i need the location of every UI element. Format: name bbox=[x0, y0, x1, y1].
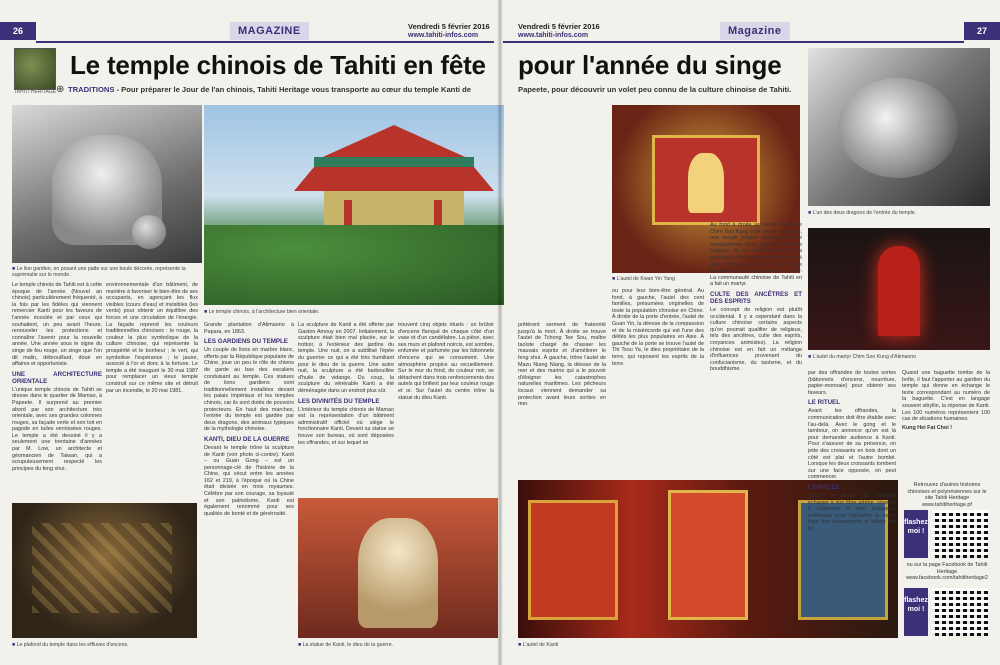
families-paragraph: ou pour leur bien-être général. Au fond, à gauche, l'autel des cent familles, présumées originelles de toute la population chinoise en Chine. À droite de la porte d'entrée, l'autel de Guan Yin, la déesse de la compassion et de la miséricorde qui est l'une des déités les plus populaires en Asie. À gauche de la porte se trouve l'autel de Thi Tsou Ya, le dieu propriétaire de la terre, qui reposent les esprits de la terre. bbox=[612, 288, 704, 367]
architecture-paragraph: L'unique temple chinois de Tahiti se dresse dans le quartier de Mamao, à Papeete. Il surprend au premier abord par son architecture très orientale, avec ses grandes colonnes rouges, sa façade verte et son toit en pagode en tuiles vernissées rouges. Le temple a été dessiné il y a seulement une trentaine d'années par M. Low, un architecte et géomancien de Taiwan, qui a scrupuleusement respecté les principes du feng shui. bbox=[12, 386, 102, 472]
subhead-architecture: UNE ARCHITECTURE ORIENTALE bbox=[12, 370, 102, 385]
right-col-5 bbox=[902, 370, 990, 480]
left-col-1 bbox=[12, 282, 102, 500]
kwan-yin-caption: ■ L'autel de Kwan Yin Yang bbox=[612, 276, 800, 282]
martyr-altar-photo bbox=[808, 228, 990, 350]
dragon-caption: ■ L'un des deux dragons de l'entrée du temple. bbox=[808, 210, 990, 216]
kanti-paragraph: Devant le temple trône la sculpture de Kanti (voir photo ci-contre). Kanti – ou Guan Gong – est un personnage-clé de l'histoire de la Chine, qui vécut entre les années 162 et 219, à l'époque où la Chine était divisée en trois royaumes. Célèbre par son courage, sa loyauté et son patriotisme, Kanti est également renommé pour ses qualités de bonté et de générosité. bbox=[204, 444, 294, 517]
lion-photo bbox=[12, 105, 202, 263]
right-col-2 bbox=[612, 288, 704, 476]
subhead-oracle: L'ORACLE bbox=[808, 483, 840, 491]
lion-caption: ■ Le lion gardien, en posant une patte sur une boule décorée, représente la suprématie sur le monde. bbox=[12, 266, 202, 278]
oracle-paragraph: Quand le destin de l'homme échappe à son libre arbitre, souvent il s'adresse à une puissance extérieure pour connaître le cours futur des événements et influer sur lui. bbox=[808, 492, 896, 532]
subhead-kanti: KANTI, DIEU DE LA GUERRE bbox=[204, 435, 290, 443]
flash-label-1: flashez moi ! bbox=[904, 510, 928, 558]
left-site: www.tahiti-infos.com bbox=[408, 32, 479, 39]
right-date: Vendredi 5 février 2016 bbox=[518, 22, 600, 31]
right-deck: Papeete, pour découvrir un volet peu connu de la culture chinoise de Tahiti. bbox=[518, 85, 792, 94]
right-site: www.tahiti-infos.com bbox=[518, 32, 589, 39]
intro-paragraph: Le temple chinois de Tahiti est à cette époque de l'année (Nouvel an chinois) particulièrement fréquenté, à la fois par les fidèles qui viennent remercier Kanti pour les faveurs de l'année écoulée et par ceux qui souhaitent, un peu avant l'heure, renouveler les protections et connaître l'avenir pour la nouvelle année. Une année sous le signe du singe de feu rouge, un singe que l'on dit malin, débrouillard, doué en affaires et opportuniste. bbox=[12, 282, 102, 368]
altars-paragraph: prêtèrent serment de fraternité jusqu'à la mort. À droite se trouve l'autel de Tchong Tee Sou, maître taoïste chargé de chasser les mauvais esprits et d'améliorer le feng shui. À gauche, trône l'autel de Mazu Niang Niang, la déesse de la mer et des marins qui a le pouvoir d'éloigner les catastrophes naturelles maritimes. Les pêcheurs locaux viennent demander sa protection avant leurs sorties en mer. bbox=[518, 322, 606, 408]
chim-soo-kung-paragraph: Au fond à droite se cache l'autel de Chim Soo Kung (voir photo ci-contre), une simple plaque noire gravée de sinogrammes pour rappeler l'histoire tragique de ce coolie chinois de la plantation d'Atimaono qui s'est sacrifié pour éviter une sanction collective de rapatriement et fut guillotiné en 1869. La communauté chinoise de Tahiti en a fait un martyr. bbox=[710, 222, 802, 288]
promo-text-facebook: ou sur la page Facebook de Tahiti Heritage www.facebook.com/tahitiheritage2 bbox=[906, 562, 988, 582]
right-col-4 bbox=[808, 370, 896, 638]
subhead-guardians: LES GARDIENS DU TEMPLE bbox=[204, 338, 288, 346]
ceiling-photo bbox=[12, 503, 197, 638]
qr-code-website[interactable] bbox=[932, 510, 988, 558]
left-col-4 bbox=[298, 322, 394, 494]
temple-photo bbox=[204, 105, 504, 305]
page-spine bbox=[497, 0, 503, 665]
zoom-icon[interactable]: ⊕ bbox=[56, 84, 65, 95]
left-date: Vendredi 5 février 2016 bbox=[408, 22, 490, 31]
religion-paragraph: Le concept de religion est plutôt occidental. Il y a cependant dans la culture chinoise certains aspects qu'on pourrait qualifier de religieux, tels des ancêtres, culte des esprits, croyances animistes). La religion chinoise est en fait un mélange d'influences provenant du confucianisme, du taoïsme, et du bouddhisme. bbox=[710, 306, 802, 373]
left-col-5 bbox=[398, 322, 494, 494]
offerings-paragraph: par des offrandes de toutes sortes (bâtonnets d'encens, nourriture, papier-monnaie) pour obtenir ses faveurs. bbox=[808, 370, 896, 396]
deck-text: - Pour préparer le Jour de l'an chinois, Tahiti Heritage vous transporte au cœur du temple Kanti de bbox=[114, 85, 471, 94]
qr-code-facebook[interactable] bbox=[932, 588, 988, 636]
subhead-divinities: LES DIVINITÉS DU TEMPLE bbox=[298, 397, 380, 405]
martyr-caption: ■ L'autel du martyr Chim Soo Kung d'Atimaono bbox=[808, 354, 990, 360]
right-col-3 bbox=[710, 222, 802, 476]
guardians-paragraph: Un couple de lions en marbre blanc, offerts par la République populaire de Chine, joue un peu le rôle de chiens de garde au bas des escaliers conduisant au temple. Ces statues de lions gardiens sont traditionnellement installées devant les palais impériaux et les temples chinois, car ils sont dotés de pouvoirs protecteurs. En haut des marches, l'entrée du temple est gardée par deux dragons, des animaux typiques de la mythologie chinoise. bbox=[204, 347, 294, 433]
logo-caption: TAHITI HERITAGE bbox=[14, 89, 57, 95]
interior-caption: ■ L'autel de Kanti bbox=[518, 642, 698, 648]
left-section-tag: MAGAZINE bbox=[230, 22, 309, 40]
dragon-photo bbox=[808, 48, 990, 206]
right-col-1 bbox=[518, 322, 606, 476]
kanti-statue-photo bbox=[298, 498, 498, 638]
temple-caption: ■ Le temple chinois, à l'architecture bien orientale. bbox=[204, 309, 384, 315]
left-col-3 bbox=[204, 322, 294, 638]
left-page-number: 26 bbox=[0, 22, 36, 40]
ritual-paragraph: Avant les offrandes, la communication doit être établie avec l'au-delà. Avec le gong et le tambour, on annonce qu'on est là pour demander audience à Kanti. Pour s'assurer de sa présence, on jette des croissants en bois dont un côté est plat et l'autre bombé. Lorsque les deux croissants tombent sur une face opposée, on peut commencer. bbox=[808, 408, 896, 481]
tahiti-heritage-logo bbox=[14, 48, 56, 90]
promo-text: Retrouvez d'autres histoires chinoises et polynésiennes sur le site Tahiti Heritage www.tahitiheritage.pf bbox=[907, 482, 987, 508]
new-year-greeting: Kung Hei Fat Choi ! bbox=[902, 424, 953, 431]
right-headline: pour l'année du singe bbox=[518, 50, 782, 80]
ritual-objects-paragraph: trouvent cinq objets rituels : un brûloir d'encens flanqué de chaque côté d'un vase et d'un candélabre. La pièce, avec ses murs et plafond noircis, est sombre, enfumée et parfumée par les bâtonnets d'encens qui se consument. Une atmosphère propice au recueillement. Sur le mur du fond, de couleur noir, se détachent dans trois renfoncements des autels qui brillent par leur couleur rouge et or. Sur l'autel du centre trône la statue du dieu Kanti. bbox=[398, 322, 494, 401]
subhead-ancestors: CULTE DES ANCÊTRES ET DES ESPRITS bbox=[710, 290, 802, 305]
divinities-paragraph: L'intérieur du temple chinois de Mamao est la représentation d'un bâtiment administratif officiel où siège le fonctionnaire Kanti. Devant sa statue se trouve son bureau, où sont déposées les offrandes, et sur lequel se bbox=[298, 406, 394, 446]
flash-label-2: flashez moi ! bbox=[904, 588, 928, 636]
kanti-statue-caption: ■ La statue de Kanti, le dieu de la guerre. bbox=[298, 642, 498, 648]
left-headline: Le temple chinois de Tahiti en fête bbox=[70, 50, 486, 80]
right-section-tag: Magazine bbox=[720, 22, 790, 40]
deck-kicker: TRADITIONS bbox=[68, 85, 115, 94]
left-header-rule bbox=[36, 41, 494, 43]
left-deck bbox=[68, 85, 471, 94]
right-page-number: 27 bbox=[964, 22, 1000, 40]
fengshui-paragraph: environnementale d'un bâtiment, de manière à favoriser le bien-être de ses occupants, en agençant les flux visibles (cours d'eau) et invisibles (les vents) pour obtenir un équilibre des forces et une circulation de l'énergie. La façade reprend les couleurs traditionnelles chinoises : le rouge, la couleur la plus symbolique de la culture chinoise, qui représente la prospérité et le bonheur ; le vert, qui symbolise l'espérance ; le jaune, associé à l'or et donc à la fortune. Le temple a été inauguré le 30 mai 1987 pour remplacer un vieux temple construit sur ce même site et détruit par un incendie, le 20 mai 1981. bbox=[106, 282, 198, 394]
ceiling-caption: ■ Le plafond du temple dans les effluves d'encens. bbox=[12, 642, 197, 648]
right-header-rule bbox=[503, 41, 964, 43]
baguette-paragraph: Quand une baguette tombe de la boîte, il faut l'apporter au gardien du temple qui donne en échange le texte correspondant au numéro de la baguette. C'est en langage souvent sibyllin, la réponse de Kanti. Les 100 numéros représentent 100 cas de situations humaines. bbox=[902, 370, 990, 423]
plantation-paragraph: Grande plantation d'Atimaono à Papara, en 1863. bbox=[204, 322, 294, 335]
left-col-2 bbox=[106, 282, 198, 500]
sculpture-paragraph: La sculpture de Kanti a été offerte par Gaston Amouy en 2007. Initialement, la sculpture était bien mal placée, sur le trottoir, à l'extérieur des jardins du temple. Une nuit, on a subtilisé l'épée du guerrier ce qui a été très humiliant pour le dieu de la guerre. Une autre nuit, la sculpture a été barbouillée d'huile de vidange. Du coup, la sculpture du vénérable Kanti a été déménagée dans un endroit plus sûr. bbox=[298, 322, 394, 394]
subhead-ritual: LE RITUEL bbox=[808, 399, 840, 407]
